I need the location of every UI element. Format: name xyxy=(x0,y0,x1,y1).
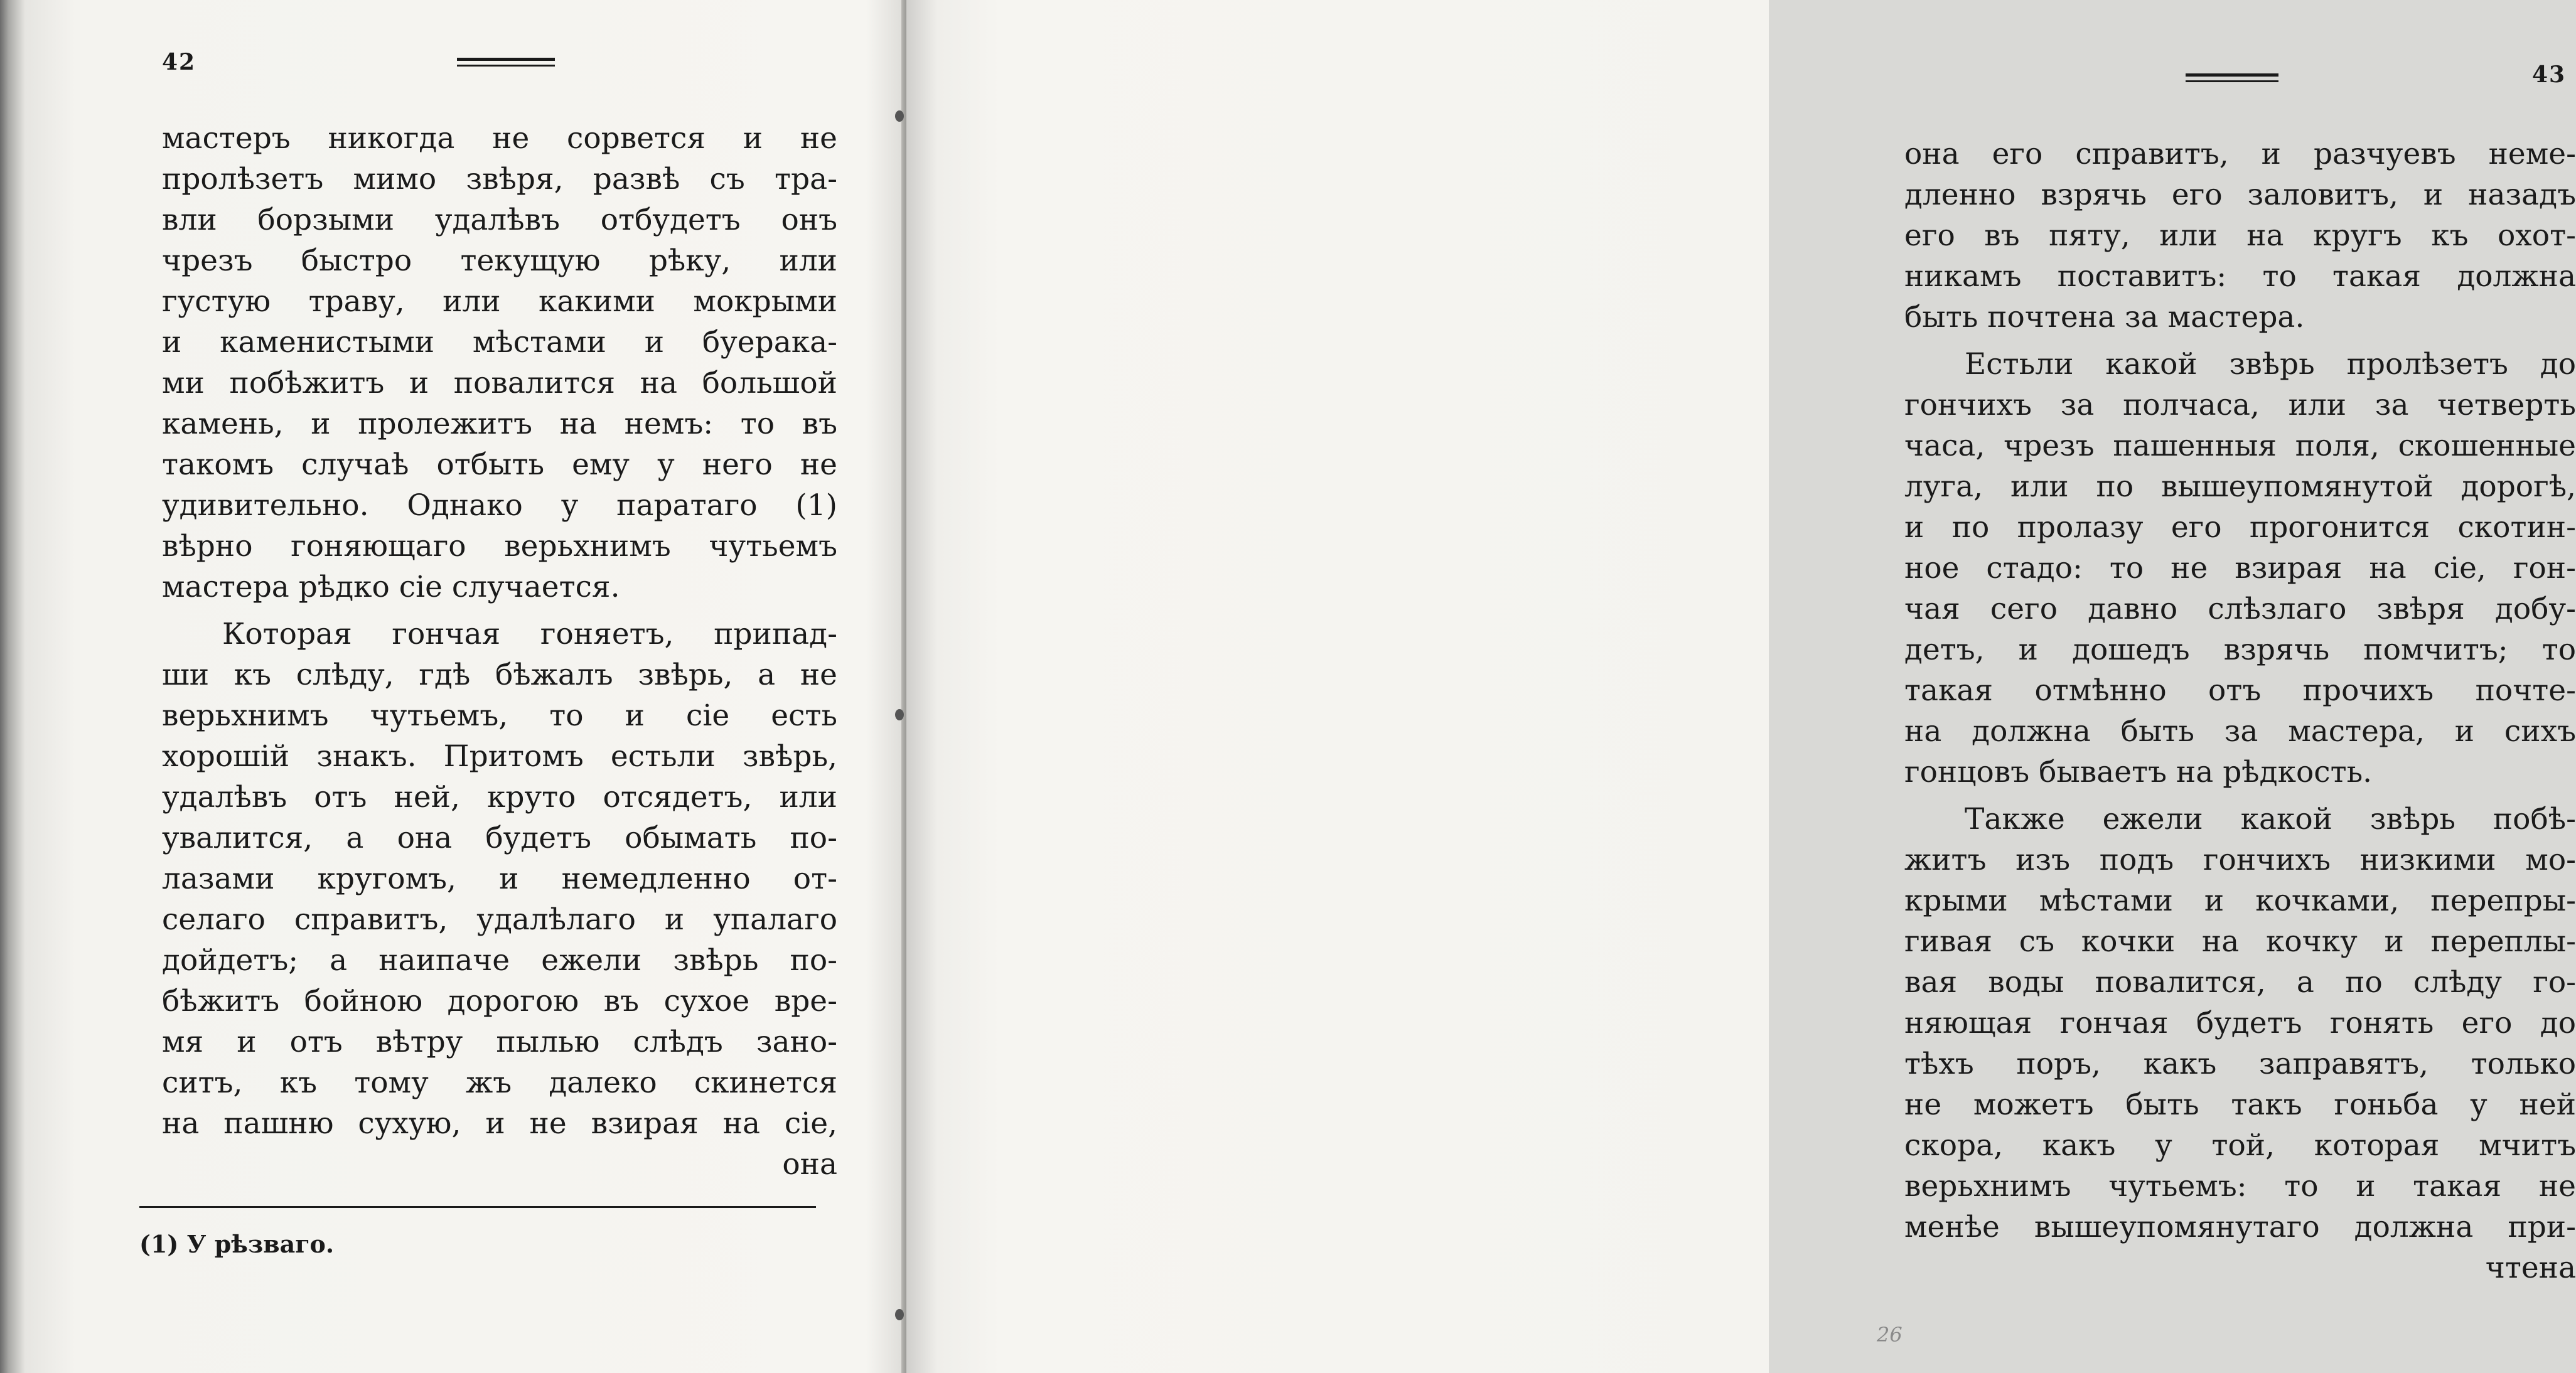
text-line: камень, и пролежитъ на немъ: то въ xyxy=(162,407,837,441)
text-line: гивая съ кочки на кочку и переплы- xyxy=(1904,924,2576,959)
text-line: скора, какъ у той, которая мчитъ xyxy=(1904,1128,2576,1163)
text-line: и по пролазу его прогонится скотин- xyxy=(1904,510,2576,545)
text-line: Естьли какой звѣрь пролѣзетъ до xyxy=(1965,347,2576,382)
text-line: мастеръ никогда не сорвется и не xyxy=(162,121,837,156)
right-page xyxy=(906,0,2576,1373)
text-line: такомъ случаѣ отбыть ему у него не xyxy=(162,447,837,482)
text-line: верьхнимъ чутьемъ: то и такая не xyxy=(1904,1169,2576,1204)
text-line: не можетъ быть такъ гоньба у ней xyxy=(1904,1087,2576,1122)
text-line: быть почтена за мастера. xyxy=(1904,300,2305,334)
text-line: и каменистыми мѣстами и буерака- xyxy=(162,325,837,360)
text-line: мастера рѣдко сіе случается. xyxy=(162,570,620,604)
text-line: мя и отъ вѣтру пылью слѣдъ зано- xyxy=(162,1025,837,1059)
text-line: увалится, а она будетъ обымать по- xyxy=(162,821,837,855)
text-line: чрезъ быстро текущую рѣку, или xyxy=(162,243,837,278)
text-line: луга, или по вышеупомянутой дорогѣ, xyxy=(1904,469,2576,504)
text-line: тѣхъ поръ, какъ заправятъ, только xyxy=(1904,1047,2576,1081)
text-line: пролѣзетъ мимо звѣря, развѣ съ тра- xyxy=(162,162,837,196)
text-line: удивительно. Однако у паратаго (1) xyxy=(162,488,837,523)
text-line: часа, чрезъ пашенныя поля, скошенные xyxy=(1904,429,2576,463)
text-line: селаго справитъ, удалѣлаго и упалаго xyxy=(162,902,837,937)
pencil-margin-note: 26 xyxy=(1877,1323,1902,1347)
text-line: детъ, и дошедъ взрячь помчитъ; то xyxy=(1904,633,2576,667)
text-line: верьхнимъ чутьемъ, то и сіе есть xyxy=(162,698,837,733)
text-line: ми побѣжитъ и повалится на большой xyxy=(162,366,837,400)
text-line: гонцовъ бываетъ на рѣдкость. xyxy=(1904,755,2373,789)
catchword: она xyxy=(782,1147,837,1182)
text-line: его въ пяту, или на кругъ къ охот- xyxy=(1904,218,2576,253)
text-line: она его справитъ, и разчуевъ неме- xyxy=(1904,137,2576,171)
text-line: никамъ поставитъ: то такая должна xyxy=(1904,259,2576,294)
text-line: вѣрно гоняющаго верьхнимъ чутьемъ xyxy=(162,529,837,564)
binding-stitch xyxy=(895,709,904,720)
left-page xyxy=(0,0,906,1373)
text-line: крыми мѣстами и кочками, перепры- xyxy=(1904,884,2576,918)
footnote: (1) У рѣзваго. xyxy=(139,1230,335,1258)
text-line: дойдетъ; а наипаче ежели звѣрь по- xyxy=(162,943,837,978)
text-line: менѣе вышеупомянутаго должна при- xyxy=(1904,1210,2576,1244)
left-header-ornament xyxy=(457,58,555,69)
text-line: густую траву, или какими мокрыми xyxy=(162,284,837,319)
footnote-rule xyxy=(139,1206,816,1208)
text-line: Которая гончая гоняетъ, припад- xyxy=(222,617,837,651)
left-page-number: 42 xyxy=(162,49,196,75)
right-page-number: 43 xyxy=(2532,61,2567,88)
text-line: на пашню сухую, и не взирая на сіе, xyxy=(162,1106,837,1141)
text-line: удалѣвъ отъ ней, круто отсядетъ, или xyxy=(162,780,837,815)
text-line: гончихъ за полчаса, или за четверть xyxy=(1904,388,2576,422)
right-page-text xyxy=(1904,134,2576,1288)
left-page-text xyxy=(162,118,837,1185)
text-line: ши къ слѣду, гдѣ бѣжалъ звѣрь, а не xyxy=(162,658,837,692)
text-line: хорошій знакъ. Притомъ естьли звѣрь, xyxy=(162,739,837,774)
text-line: няющая гончая будетъ гонять его до xyxy=(1904,1006,2576,1040)
text-line: ситъ, къ тому жъ далеко скинется xyxy=(162,1066,837,1100)
text-line: вая воды повалится, а по слѣду го- xyxy=(1904,965,2576,1000)
text-line: на должна быть за мастера, и сихъ xyxy=(1904,714,2576,749)
text-line: лазами кругомъ, и немедленно от- xyxy=(162,862,837,896)
binding-stitch xyxy=(895,1309,904,1320)
text-line: Также ежели какой звѣрь побѣ- xyxy=(1965,802,2576,836)
text-line: такая отмѣнно отъ прочихъ почте- xyxy=(1904,673,2576,708)
text-line: житъ изъ подъ гончихъ низкими мо- xyxy=(1904,843,2576,877)
binding-stitch xyxy=(895,110,904,122)
right-header-ornament xyxy=(2186,73,2278,85)
text-line: дленно взрячь его заловитъ, и назадъ xyxy=(1904,178,2576,212)
text-line: чая сего давно слѣзлаго звѣря добу- xyxy=(1904,592,2576,626)
text-line: бѣжитъ бойною дорогою въ сухое вре- xyxy=(162,984,837,1018)
text-line: вли борзыми удалѣвъ отбудетъ онъ xyxy=(162,203,837,237)
catchword: чтена xyxy=(2485,1251,2576,1285)
text-line: ное стадо: то не взирая на сіе, гон- xyxy=(1904,551,2576,585)
